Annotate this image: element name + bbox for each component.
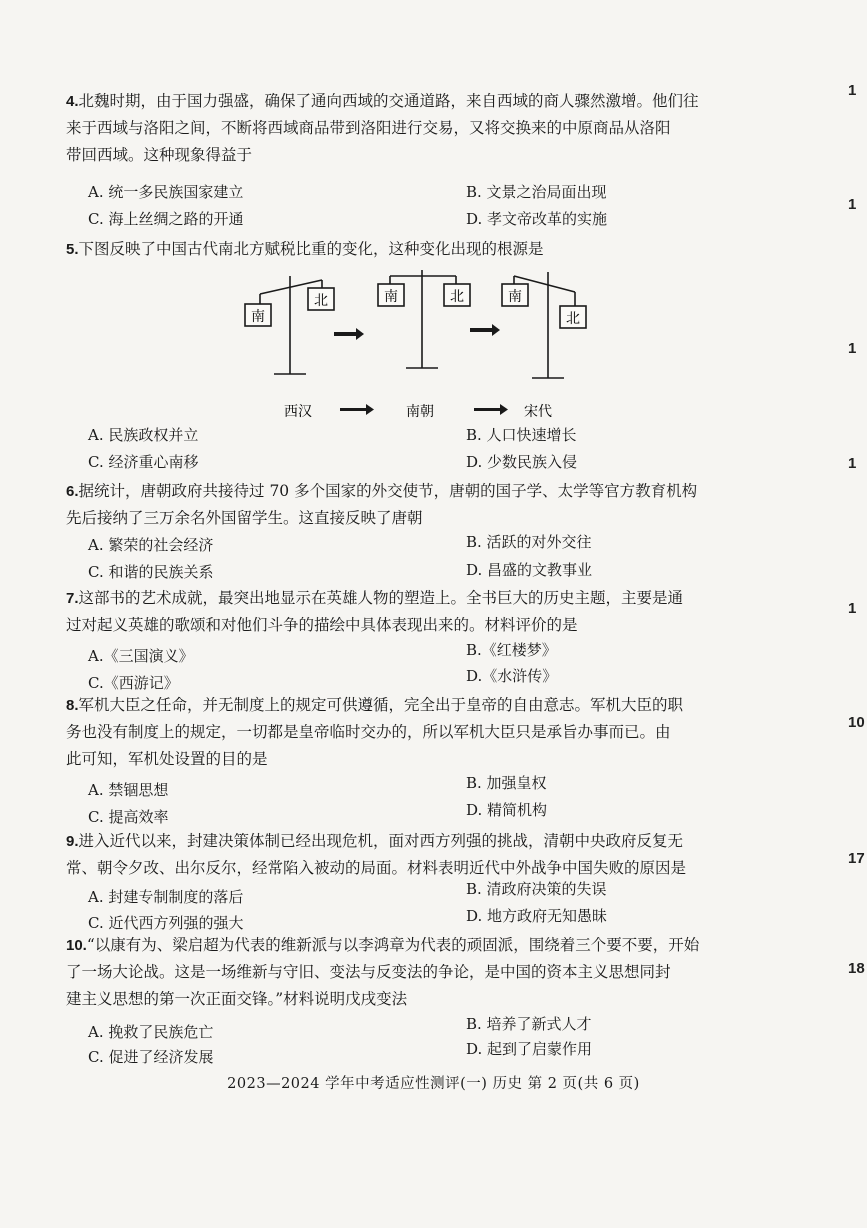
question-4 bbox=[66, 88, 756, 169]
option-d[interactable]: D. 地方政府无知愚昧 bbox=[466, 907, 608, 925]
margin-question-number: 10 bbox=[848, 714, 865, 731]
question-8 bbox=[66, 692, 756, 773]
margin-question-number: 1 bbox=[848, 82, 857, 99]
south-label: 南 bbox=[508, 289, 522, 305]
margin-question-number: 17 bbox=[848, 850, 865, 867]
question-text: 这部书的艺术成就，最突出地显示在英雄人物的塑造上。全书巨大的历史主题，主要是通 bbox=[78, 589, 684, 607]
question-number: 10. bbox=[66, 937, 87, 954]
question-text: 军机大臣之任命，并无制度上的规定可供遵循，完全出于皇帝的自由意志。军机大臣的职 bbox=[78, 696, 684, 714]
option-a[interactable]: A. 封建专制制度的落后 bbox=[88, 888, 244, 906]
option-d[interactable]: D. 孝文帝改革的实施 bbox=[466, 210, 608, 228]
north-label: 北 bbox=[314, 293, 328, 309]
option-c[interactable]: C. 近代西方列强的强大 bbox=[88, 914, 244, 932]
option-b[interactable]: B. 加强皇权 bbox=[466, 774, 547, 792]
option-b[interactable]: B. 活跃的对外交往 bbox=[466, 533, 592, 551]
option-a[interactable]: A. 民族政权并立 bbox=[88, 426, 199, 444]
arrow-icon bbox=[340, 404, 374, 415]
option-d[interactable]: D. 起到了启蒙作用 bbox=[466, 1040, 593, 1058]
question-text: 建主义思想的第一次正面交锋。”材料说明戊戌变法 bbox=[66, 990, 408, 1008]
question-text: “以康有为、梁启超为代表的维新派与以李鸿章为代表的顽固派，围绕着三个要不要，开始 bbox=[86, 936, 700, 954]
question-text: 北魏时期，由于国力强盛，确保了通向西域的交通道路，来自西域的商人骤然激增。他们往 bbox=[78, 92, 699, 110]
question-text: 此可知，军机处设置的目的是 bbox=[66, 750, 268, 768]
question-10 bbox=[66, 932, 756, 1013]
margin-question-number: 18 bbox=[848, 960, 865, 977]
question-text: 了一场大论战。这是一场维新与守旧、变法与反变法的争论，是中国的资本主义思想同封 bbox=[66, 963, 671, 981]
option-d[interactable]: D. 少数民族入侵 bbox=[466, 453, 578, 471]
option-b[interactable]: B. 人口快速增长 bbox=[466, 426, 577, 444]
option-d[interactable]: D. 精简机构 bbox=[466, 801, 548, 819]
option-c[interactable]: C. 和谐的民族关系 bbox=[88, 563, 214, 581]
margin-question-number: 1 bbox=[848, 340, 857, 357]
option-c[interactable]: C. 海上丝绸之路的开通 bbox=[88, 210, 244, 228]
option-c[interactable]: C. 促进了经济发展 bbox=[88, 1048, 214, 1066]
page-footer: 2023—2024 学年中考适应性测评(一) 历史 第 2 页(共 6 页) bbox=[227, 1076, 640, 1092]
question-number: 4. bbox=[66, 93, 79, 110]
north-label: 北 bbox=[566, 311, 580, 327]
question-text: 常、朝令夕改、出尔反尔，经常陷入被动的局面。材料表明近代中外战争中国失败的原因是 bbox=[66, 859, 687, 877]
option-b[interactable]: B. 清政府决策的失误 bbox=[466, 880, 607, 898]
question-text: 据统计，唐朝政府共接待过 70 多个国家的外交使节，唐朝的国子学、太学等官方教育机构 bbox=[78, 482, 698, 500]
margin-question-number: 1 bbox=[848, 455, 857, 472]
option-a[interactable]: A. 统一多民族国家建立 bbox=[88, 183, 244, 201]
option-c[interactable]: C.《西游记》 bbox=[88, 674, 179, 692]
arrow-icon bbox=[474, 404, 508, 415]
period-label: 宋代 bbox=[524, 404, 552, 420]
question-text: 过对起义英雄的歌颂和对他们斗争的描绘中具体表现出来的。材料评价的是 bbox=[66, 616, 578, 634]
question-7 bbox=[66, 585, 756, 639]
arrow-icon bbox=[334, 324, 500, 340]
option-b[interactable]: B. 文景之治局面出现 bbox=[466, 183, 607, 201]
period-label: 西汉 bbox=[284, 404, 312, 420]
north-label: 北 bbox=[450, 289, 464, 305]
question-5 bbox=[66, 236, 756, 263]
option-a[interactable]: A. 禁锢思想 bbox=[88, 781, 169, 799]
question-number: 8. bbox=[66, 697, 79, 714]
period-label: 南朝 bbox=[406, 404, 434, 420]
option-b[interactable]: B.《红楼梦》 bbox=[466, 641, 557, 659]
option-a[interactable]: A. 挽救了民族危亡 bbox=[88, 1023, 214, 1041]
tax-ratio-figure bbox=[230, 266, 610, 426]
south-label: 南 bbox=[251, 309, 265, 325]
option-c[interactable]: C. 经济重心南移 bbox=[88, 453, 199, 471]
question-text: 带回西域。这种现象得益于 bbox=[66, 146, 253, 164]
question-text: 先后接纳了三万余名外国留学生。这直接反映了唐朝 bbox=[66, 509, 423, 527]
option-d[interactable]: D. 昌盛的文教事业 bbox=[466, 561, 593, 579]
south-label: 南 bbox=[384, 289, 398, 305]
option-b[interactable]: B. 培养了新式人才 bbox=[466, 1015, 592, 1033]
question-9 bbox=[66, 828, 756, 882]
option-a[interactable]: A.《三国演义》 bbox=[88, 647, 194, 665]
option-c[interactable]: C. 提高效率 bbox=[88, 808, 169, 826]
question-number: 5. bbox=[66, 241, 79, 258]
option-d[interactable]: D.《水浒传》 bbox=[466, 667, 558, 685]
question-text: 来于西域与洛阳之间，不断将西域商品带到洛阳进行交易，又将交换来的中原商品从洛阳 bbox=[66, 119, 671, 137]
margin-question-number: 1 bbox=[848, 600, 857, 617]
option-a[interactable]: A. 繁荣的社会经济 bbox=[88, 536, 214, 554]
question-text: 务也没有制度上的规定，一切都是皇帝临时交办的，所以军机大臣只是承旨办事而已。由 bbox=[66, 723, 671, 741]
question-number: 9. bbox=[66, 833, 79, 850]
margin-question-number: 1 bbox=[848, 196, 857, 213]
question-text: 下图反映了中国古代南北方赋税比重的变化，这种变化出现的根源是 bbox=[78, 240, 544, 258]
question-text: 进入近代以来，封建决策体制已经出现危机，面对西方列强的挑战，清朝中央政府反复无 bbox=[78, 832, 684, 850]
question-number: 7. bbox=[66, 590, 79, 607]
question-6 bbox=[66, 478, 756, 532]
question-number: 6. bbox=[66, 483, 79, 500]
